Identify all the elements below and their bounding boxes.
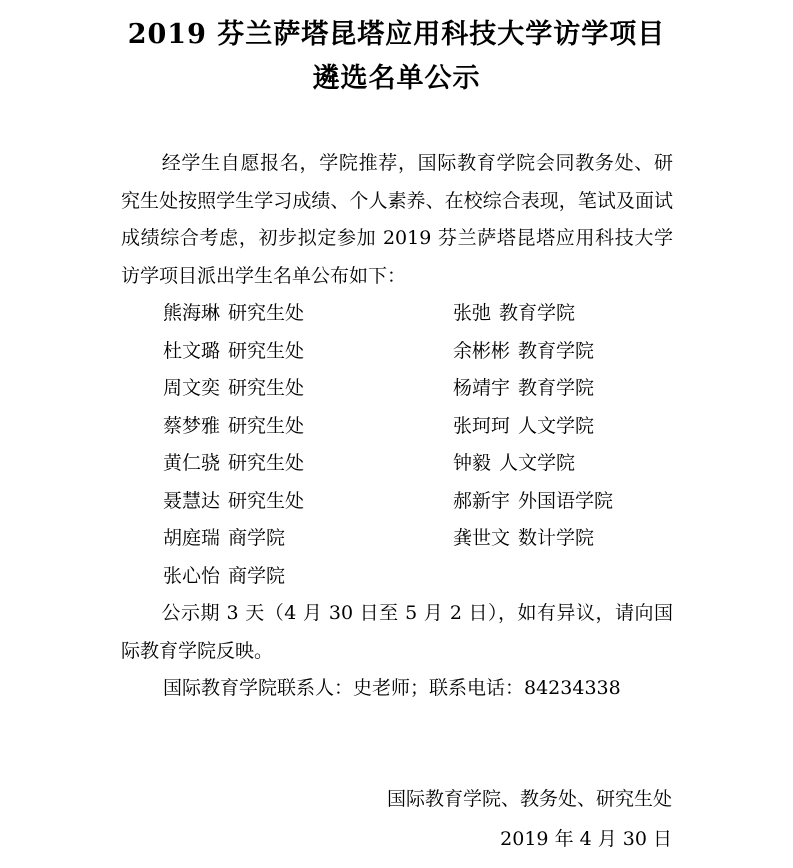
student-name: 蔡梦雅 (163, 414, 221, 437)
roster-entry (163, 445, 304, 483)
roster-entry (163, 370, 304, 408)
roster-row (163, 558, 683, 596)
student-name: 周文奕 (163, 377, 221, 399)
student-department: 研究生处 (228, 377, 305, 399)
student-department: 商学院 (228, 564, 286, 587)
student-department: 研究生处 (228, 414, 305, 437)
signature-date: 2019 年 4 月 30 日 (500, 828, 672, 850)
roster-entry (453, 295, 575, 333)
roster-row (163, 408, 683, 446)
student-name: 熊海琳 (163, 302, 221, 324)
student-name: 余彬彬 (453, 339, 511, 362)
contact-line: 国际教育学院联系人：史老师；联系电话：84234338 (163, 677, 621, 699)
student-department: 数计学院 (518, 527, 595, 549)
roster-entry (453, 520, 594, 558)
roster-entry (163, 483, 304, 521)
roster-entry (163, 558, 285, 596)
student-name: 张珂珂 (453, 414, 511, 437)
roster-entry (453, 483, 613, 521)
roster-entry (163, 408, 304, 446)
student-name: 杜文璐 (163, 339, 221, 362)
roster-entry (453, 370, 594, 408)
roster-row (163, 483, 683, 521)
document-title-line-2: 遴选名单公示 (312, 63, 481, 94)
student-name: 龚世文 (453, 527, 511, 549)
student-department: 教育学院 (499, 302, 576, 324)
signature-org: 国际教育学院、教务处、研究生处 (386, 788, 672, 810)
student-department: 外国语学院 (518, 489, 614, 512)
roster-entry (453, 408, 594, 446)
roster-row (163, 445, 683, 483)
roster-entry (163, 295, 304, 333)
student-name: 张心怡 (163, 564, 221, 587)
notice-paragraph (121, 595, 673, 670)
document-title-line-1: 2019 芬兰萨塔昆塔应用科技大学访学项目 (127, 19, 666, 50)
roster-entry (453, 333, 594, 371)
student-department: 研究生处 (228, 339, 305, 362)
roster-entry (453, 445, 575, 483)
roster-row (163, 333, 683, 371)
student-name: 钟毅 (453, 452, 492, 474)
student-department: 教育学院 (518, 377, 595, 399)
roster-row (163, 295, 683, 333)
student-department: 人文学院 (499, 452, 576, 474)
roster-row (163, 370, 683, 408)
student-department: 教育学院 (518, 339, 595, 362)
roster-row (163, 520, 683, 558)
student-department: 商学院 (228, 527, 286, 549)
student-name: 张弛 (453, 302, 492, 324)
intro-text: 经学生自愿报名，学院推荐，国际教育学院会同教务处、研究生处按照学生学习成绩、个人素养、在校综合表现，笔试及面试成绩综合考虑，初步拟定参加 2019 芬兰萨塔昆塔应用科技大学访学项目派出学生名单公布如下： (121, 152, 673, 287)
student-name: 黄仁骁 (163, 452, 221, 474)
intro-paragraph (121, 145, 673, 295)
notice-text: 公示期 3 天（4 月 30 日至 5 月 2 日），如有异议，请向国际教育学院反映。 (121, 602, 673, 662)
student-department: 研究生处 (228, 489, 305, 512)
student-department: 研究生处 (228, 302, 305, 324)
student-department: 研究生处 (228, 452, 305, 474)
roster-entry (163, 520, 285, 558)
student-name: 郝新宇 (453, 489, 511, 512)
student-roster (163, 295, 683, 595)
student-name: 聂慧达 (163, 489, 221, 512)
student-name: 胡庭瑞 (163, 527, 221, 549)
student-name: 杨靖宇 (453, 377, 511, 399)
student-department: 人文学院 (518, 414, 595, 437)
roster-entry (163, 333, 304, 371)
